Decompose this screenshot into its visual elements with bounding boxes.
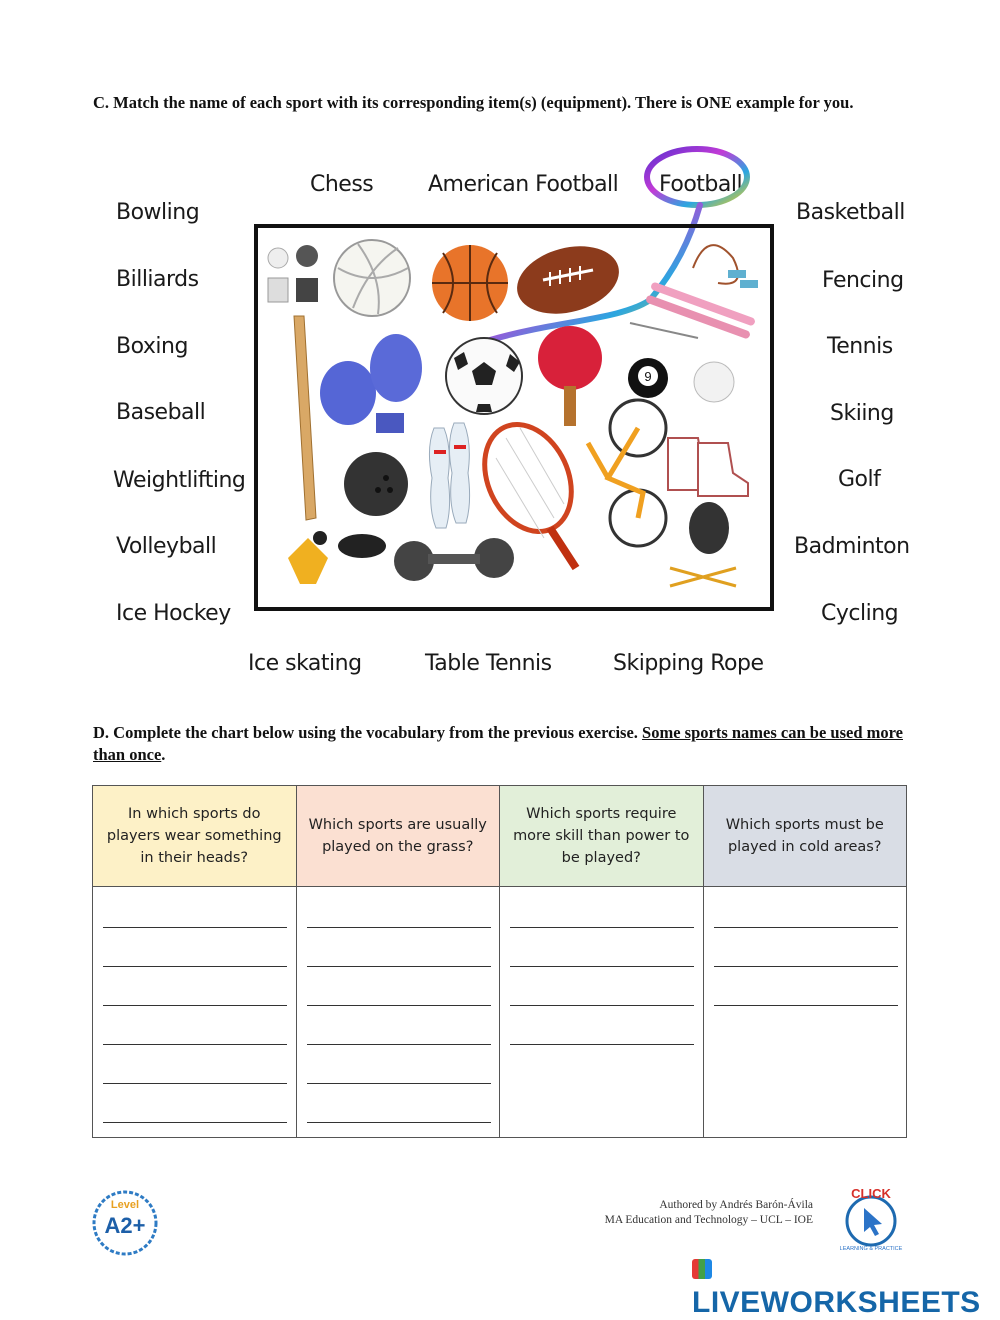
word-tennis[interactable]: Tennis — [827, 334, 893, 359]
level-badge-top: Level — [110, 1199, 140, 1211]
american-football-icon — [509, 236, 626, 325]
basketball-icon — [432, 245, 508, 321]
author-line-2: MA Education and Technology – UCL – IOE — [604, 1214, 813, 1226]
chart-header-cold: Which sports must be played in cold areas? — [703, 786, 907, 887]
skipping-rope-icon — [693, 245, 758, 288]
section-d-instruction-underlined: Some sports names can be used more than once — [93, 723, 903, 764]
word-billiards[interactable]: Billiards — [116, 267, 199, 292]
section-d-instruction — [93, 722, 908, 766]
bowling-pins-icon — [429, 423, 469, 528]
author-line-1: Authored by Andrés Barón-Ávila — [659, 1199, 813, 1211]
baseball-bat-icon — [294, 316, 316, 520]
answer-column-grass — [296, 887, 500, 1138]
bowling-ball-icon — [344, 452, 408, 516]
answer-blank[interactable] — [103, 981, 287, 1006]
dumbbell-icon — [394, 538, 514, 581]
answer-column-skill — [500, 887, 704, 1138]
chart-header-skill: Which sports require more skill than power to be played? — [500, 786, 704, 887]
boxing-gloves-icon — [320, 334, 422, 433]
answer-blank[interactable] — [103, 1098, 287, 1123]
golf-ball-icon — [694, 362, 734, 402]
answer-blank[interactable] — [510, 1020, 694, 1045]
chart-header-row — [93, 786, 907, 887]
skis-icon — [630, 281, 756, 339]
word-american-football[interactable]: American Football — [428, 172, 619, 197]
word-golf[interactable]: Golf — [838, 467, 881, 492]
click-logo-text: CLICK — [851, 1186, 891, 1201]
answer-blank[interactable] — [510, 981, 694, 1006]
liveworksheets-brand-text: LIVEWORKSHEETS — [692, 1286, 981, 1319]
ice-skates-icon — [668, 438, 748, 496]
chart-header-heads: In which sports do players wear something in their heads? — [93, 786, 297, 887]
word-baseball[interactable]: Baseball — [116, 400, 206, 425]
answer-blank[interactable] — [307, 1098, 491, 1123]
answer-blank[interactable] — [307, 942, 491, 967]
fencing-mask-icon — [670, 502, 736, 586]
answer-blank[interactable] — [103, 1020, 287, 1045]
answer-blank[interactable] — [714, 942, 898, 967]
answer-blank[interactable] — [103, 942, 287, 967]
word-football[interactable]: Football — [659, 172, 743, 197]
answer-column-heads — [93, 887, 297, 1138]
word-chess[interactable]: Chess — [310, 172, 374, 197]
answer-blank[interactable] — [307, 1020, 491, 1045]
table-tennis-paddle-icon — [538, 326, 602, 426]
word-weightlifting[interactable]: Weightlifting — [113, 468, 246, 493]
answer-blank[interactable] — [307, 981, 491, 1006]
answer-blank[interactable] — [714, 903, 898, 928]
word-fencing[interactable]: Fencing — [822, 268, 904, 293]
bicycle-icon — [588, 400, 666, 546]
word-volleyball[interactable]: Volleyball — [116, 534, 217, 559]
liveworksheets-icon — [692, 1259, 712, 1279]
word-ice-hockey[interactable]: Ice Hockey — [116, 601, 231, 626]
billiard-ball-number: 9 — [644, 369, 652, 384]
word-badminton[interactable]: Badminton — [794, 534, 910, 559]
chess-pieces-icon — [268, 245, 318, 302]
equipment-picture-box — [254, 224, 774, 611]
football-icon — [446, 338, 522, 414]
click-logo-subtitle: LEARNING & PRACTICE — [839, 1246, 903, 1252]
click-logo — [836, 1184, 906, 1254]
hockey-puck-icon — [338, 534, 386, 558]
shuttlecock-icon — [288, 531, 328, 584]
liveworksheets-logo[interactable] — [692, 1252, 1000, 1320]
word-basketball[interactable]: Basketball — [796, 200, 905, 225]
section-d-instruction-end: . — [161, 745, 166, 764]
word-skipping-rope[interactable]: Skipping Rope — [613, 651, 764, 676]
answer-blank[interactable] — [103, 903, 287, 928]
author-credit — [605, 1198, 813, 1228]
level-badge — [90, 1188, 160, 1258]
word-cycling[interactable]: Cycling — [821, 601, 899, 626]
level-badge-text: A2+ — [104, 1213, 146, 1238]
answer-blank[interactable] — [510, 942, 694, 967]
word-skiing[interactable]: Skiing — [830, 401, 894, 426]
section-c-instruction: C. Match the name of each sport with its corresponding item(s) (equipment). There is ONE example for you. — [93, 93, 854, 112]
answer-blank[interactable] — [714, 981, 898, 1006]
answer-column-cold — [703, 887, 907, 1138]
answer-blank[interactable] — [510, 903, 694, 928]
chart-header-grass: Which sports are usually played on the grass? — [296, 786, 500, 887]
word-boxing[interactable]: Boxing — [116, 334, 188, 359]
chart-answer-row — [93, 887, 907, 1138]
section-d-instruction-text: D. Complete the chart below using the vocabulary from the previous exercise. — [93, 723, 643, 742]
word-ice-skating[interactable]: Ice skating — [248, 651, 362, 676]
answer-blank[interactable] — [307, 903, 491, 928]
word-bowling[interactable]: Bowling — [116, 200, 200, 225]
answer-blank[interactable] — [307, 1059, 491, 1084]
word-table-tennis[interactable]: Table Tennis — [425, 651, 552, 676]
volleyball-icon — [334, 240, 410, 316]
vocabulary-chart — [92, 785, 907, 1138]
answer-blank[interactable] — [103, 1059, 287, 1084]
billiard-ball-icon — [628, 358, 668, 398]
